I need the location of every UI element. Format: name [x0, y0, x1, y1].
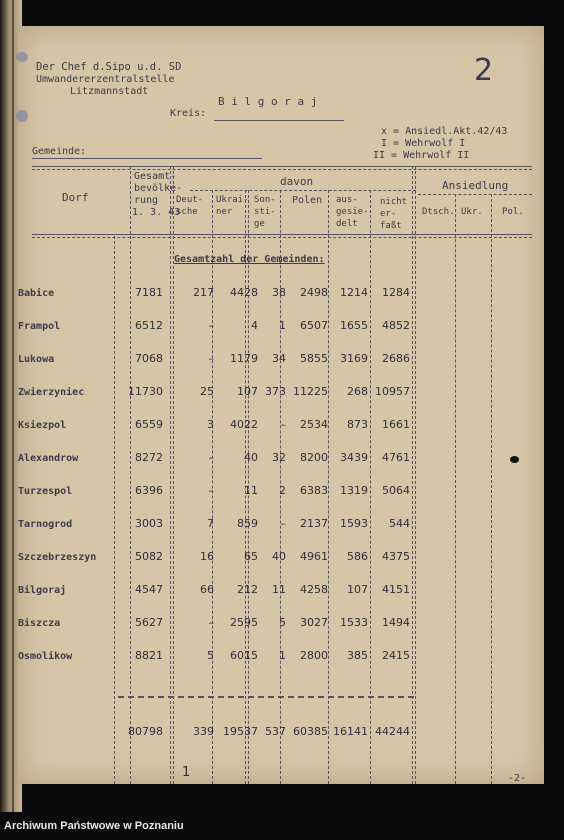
row-dorf: Zwierzyniec	[18, 387, 85, 398]
header-bottom-rule	[32, 234, 532, 235]
cell-ausgesiedelt: 873	[347, 418, 368, 431]
cell-ukrainer: 65	[244, 550, 258, 563]
vline-dtsch	[455, 194, 456, 784]
cell-ausgesiedelt: 586	[347, 550, 368, 563]
vline-dorf	[130, 166, 131, 784]
row-dorf: Frampol	[18, 321, 61, 332]
cell-sonstige: –	[280, 517, 286, 530]
cell-deutsche: –	[208, 484, 214, 497]
cell-ukrainer: 2595	[230, 616, 258, 629]
legend-x: x = Ansiedl.Akt.42/43	[381, 126, 508, 137]
col-dorf: Dorf	[62, 191, 89, 204]
col-ausgesiedelt-1: aus-	[336, 195, 358, 205]
header-line-1: Der Chef d.Sipo u.d. SD	[36, 61, 182, 73]
col-sonstige-1: Son-	[254, 195, 276, 205]
cell-polen: 6507	[300, 319, 328, 332]
cell-gesamt: 5627	[135, 616, 163, 629]
cell-ausgesiedelt: 1533	[340, 616, 368, 629]
document-page	[18, 26, 544, 784]
cell-sonstige: 32	[272, 451, 286, 464]
vline-ukr	[491, 194, 492, 784]
col-ukrainer-2: ner	[216, 207, 233, 217]
cell-nicht-erfasst: 4761	[382, 451, 410, 464]
cell-nicht-erfasst: 4852	[382, 319, 410, 332]
cell-gesamt: 5082	[135, 550, 163, 563]
col-nicht-erfasst-3: faßt	[380, 221, 402, 231]
cell-gesamt: 4547	[135, 583, 163, 596]
cell-polen: 8200	[300, 451, 328, 464]
table-top-rule	[32, 166, 532, 167]
cell-polen: 4961	[300, 550, 328, 563]
cell-deutsche: 66	[200, 583, 214, 596]
row-dorf: Osmolikow	[18, 651, 73, 662]
ansiedlung-rule	[418, 194, 532, 195]
row-dorf: Lukowa	[18, 354, 55, 365]
kreis-underline	[214, 120, 344, 121]
total-separator	[118, 696, 414, 698]
cell-gesamt: 8272	[135, 451, 163, 464]
row-dorf: Tarnogrod	[18, 519, 73, 530]
kreis-label: Kreis:	[170, 108, 207, 119]
vline-nicht-erfasst-a	[412, 166, 413, 784]
col-gesamt-1: Gesamt-	[134, 171, 177, 182]
cell-deutsche: 217	[193, 286, 214, 299]
ansiedlung-label: Ansiedlung	[442, 179, 509, 192]
row-dorf: Alexandrow	[18, 453, 79, 464]
cell-ukrainer: 4428	[230, 286, 258, 299]
cell-polen: 2800	[300, 649, 328, 662]
col-nicht-erfasst-2: er-	[380, 209, 397, 219]
row-dorf: Turzespol	[18, 486, 73, 497]
cell-ausgesiedelt: 3439	[340, 451, 368, 464]
row-dorf: Babice	[18, 288, 55, 299]
col-ausgesiedelt-2: gesie-	[336, 207, 369, 217]
cell-gesamt: 3003	[135, 517, 163, 530]
cell-ukrainer: 4022	[230, 418, 258, 431]
cell-gesamt: 6512	[135, 319, 163, 332]
cell-polen: 3027	[300, 616, 328, 629]
cell-polen: 5855	[300, 352, 328, 365]
bottom-mark: 1	[182, 765, 191, 780]
stain-mark	[16, 110, 28, 122]
section-title: Gesamtzahl der Gemeinden:	[174, 254, 325, 265]
archive-credit: Archiwum Państwowe w Poznaniu	[4, 820, 184, 832]
col-pol: Pol.	[502, 207, 524, 217]
col-gesamt-2: bevölke-	[134, 183, 183, 194]
handwritten-page-number: 2	[474, 53, 494, 88]
cell-ausgesiedelt: 107	[347, 583, 368, 596]
cell-gesamt: 6396	[135, 484, 163, 497]
cell-deutsche: –	[208, 352, 214, 365]
header-line-2: Umwandererzentralstelle	[36, 74, 175, 85]
cell-ukrainer: 40	[244, 451, 258, 464]
cell-nicht-erfasst: 5064	[382, 484, 410, 497]
cell-deutsche: –	[208, 451, 214, 464]
archive-credit-bar	[0, 812, 564, 840]
cell-nicht-erfasst: 2686	[382, 352, 410, 365]
cell-nicht-erfasst: 4151	[382, 583, 410, 596]
total-polen: 60385	[293, 725, 328, 738]
cell-gesamt: 7181	[135, 286, 163, 299]
cell-deutsche: 7	[207, 517, 214, 530]
vline-nicht-erfasst-b	[415, 166, 416, 784]
cell-polen: 6383	[300, 484, 328, 497]
cell-deutsche: 25	[200, 385, 214, 398]
ink-blot	[510, 456, 519, 463]
cell-gesamt: 11730	[128, 385, 163, 398]
gemeinde-underline	[32, 158, 262, 159]
cell-nicht-erfasst: 10957	[375, 385, 410, 398]
vline-left	[114, 236, 115, 784]
legend-wehrwolf-2: II = Wehrwolf II	[373, 150, 470, 161]
header-line-3: Litzmannstadt	[70, 86, 149, 97]
cell-nicht-erfasst: 2415	[382, 649, 410, 662]
table-top-rule-2	[32, 169, 532, 170]
cell-gesamt: 6559	[135, 418, 163, 431]
cell-polen: 4258	[300, 583, 328, 596]
cell-nicht-erfasst: 544	[389, 517, 410, 530]
cell-ukrainer: 859	[237, 517, 258, 530]
col-dtsch: Dtsch.	[422, 207, 455, 217]
cell-ausgesiedelt: 1214	[340, 286, 368, 299]
vline-ausgesiedelt	[370, 190, 371, 784]
col-polen: Polen	[292, 195, 323, 206]
cell-deutsche: –	[208, 616, 214, 629]
col-deutsche-1: Deut-	[176, 195, 204, 205]
row-dorf: Bilgoraj	[18, 585, 67, 596]
cell-sonstige: 38	[272, 286, 286, 299]
total-nicht-erfasst: 44244	[375, 725, 410, 738]
cell-ausgesiedelt: 385	[347, 649, 368, 662]
gemeinde-label: Gemeinde:	[32, 146, 87, 157]
cell-polen: 2534	[300, 418, 328, 431]
cell-ukrainer: 107	[237, 385, 258, 398]
row-dorf: Ksiezpol	[18, 420, 67, 431]
col-sonstige-3: ge	[254, 219, 265, 229]
cell-nicht-erfasst: 1661	[382, 418, 410, 431]
cell-polen: 2498	[300, 286, 328, 299]
col-gesamt-3: rung	[134, 195, 159, 206]
header-bottom-rule-2	[32, 237, 532, 238]
row-dorf: Biszcza	[18, 618, 61, 629]
cell-ausgesiedelt: 268	[347, 385, 368, 398]
cell-nicht-erfasst: 1494	[382, 616, 410, 629]
cell-ukrainer: 11	[244, 484, 258, 497]
total-ausgesiedelt: 16141	[333, 725, 368, 738]
cell-deutsche: 16	[200, 550, 214, 563]
cell-sonstige: 2	[279, 484, 286, 497]
cell-sonstige: 34	[272, 352, 286, 365]
total-sonstige: 537	[265, 725, 286, 738]
total-gesamt: 80798	[128, 725, 163, 738]
cell-sonstige: 1	[279, 319, 286, 332]
cell-deutsche: 5	[207, 649, 214, 662]
row-dorf: Szczebrzeszyn	[18, 552, 97, 563]
cell-polen: 2137	[300, 517, 328, 530]
col-gesamt-4: 1. 3. 43	[132, 207, 181, 218]
vline-gesamt-a	[170, 166, 171, 784]
col-ukr: Ukr.	[461, 207, 483, 217]
cell-nicht-erfasst: 1284	[382, 286, 410, 299]
stain-mark	[16, 52, 28, 62]
cell-ausgesiedelt: 1593	[340, 517, 368, 530]
cell-deutsche: –	[208, 319, 214, 332]
cell-sonstige: 11	[272, 583, 286, 596]
cell-sonstige: 373	[265, 385, 286, 398]
page-footer-number: -2-	[508, 773, 527, 784]
cell-gesamt: 7068	[135, 352, 163, 365]
cell-ukrainer: 212	[237, 583, 258, 596]
vline-polen	[328, 190, 329, 784]
col-sonstige-2: sti-	[254, 207, 276, 217]
cell-sonstige: 1	[279, 649, 286, 662]
davon-rule	[190, 190, 416, 191]
cell-ukrainer: 4	[251, 319, 258, 332]
cell-ausgesiedelt: 3169	[340, 352, 368, 365]
cell-sonstige: 5	[279, 616, 286, 629]
cell-polen: 11225	[293, 385, 328, 398]
cell-sonstige: 40	[272, 550, 286, 563]
cell-deutsche: 3	[207, 418, 214, 431]
cell-ukrainer: 6015	[230, 649, 258, 662]
total-deutsche: 339	[193, 725, 214, 738]
col-ukrainer-1: Ukrai-	[216, 195, 249, 205]
cell-ukrainer: 1179	[230, 352, 258, 365]
cell-gesamt: 8821	[135, 649, 163, 662]
col-deutsche-2: sche	[176, 207, 198, 217]
cell-nicht-erfasst: 4375	[382, 550, 410, 563]
cell-ausgesiedelt: 1655	[340, 319, 368, 332]
cell-sonstige: –	[280, 418, 286, 431]
legend-wehrwolf-1: I = Wehrwolf I	[381, 138, 466, 149]
davon-label: davon	[280, 175, 314, 188]
cell-ausgesiedelt: 1319	[340, 484, 368, 497]
col-ausgesiedelt-3: delt	[336, 219, 358, 229]
kreis-value: B i l g o r a j	[218, 95, 318, 108]
col-nicht-erfasst-1: nicht	[380, 197, 408, 207]
total-ukrainer: 19537	[223, 725, 258, 738]
